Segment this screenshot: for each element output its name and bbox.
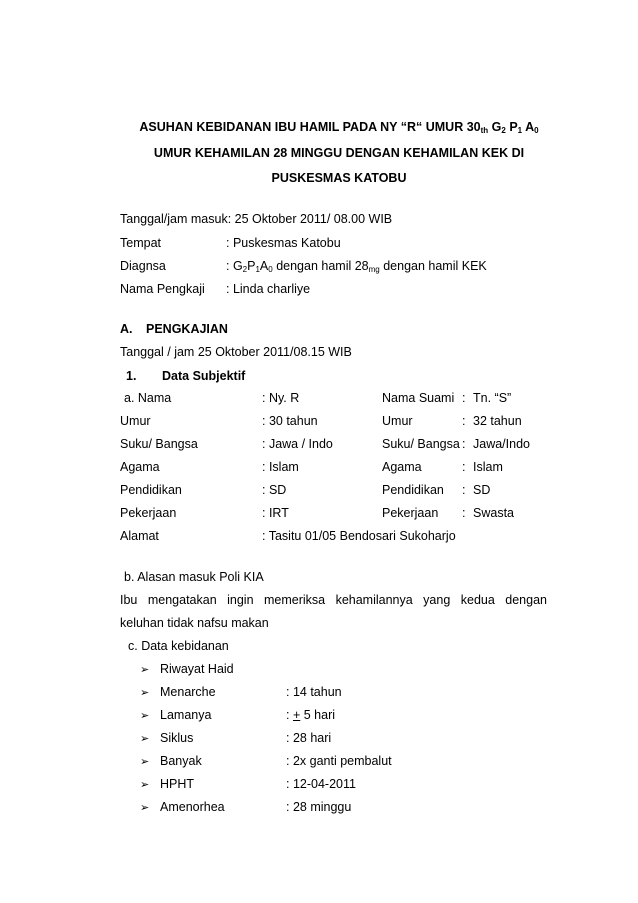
list-item-value: : 28 minggu <box>286 800 352 814</box>
alamat-label: Alamat <box>120 529 159 543</box>
identity-value-left: : Ny. R <box>262 391 300 405</box>
arrowhead-bullet-icon: ➢ <box>140 664 150 676</box>
identity-label-left: Pendidikan <box>120 483 182 497</box>
title-line-1: ASUHAN KEBIDANAN IBU HAMIL PADA NY “R“ UMUR $30_{th}$ $G_2$ $P_1$ $A_0$ <box>139 120 539 135</box>
kebidanan-heading: c. Data kebidanan <box>128 639 229 653</box>
identity-colon-right: : <box>462 506 466 520</box>
identity-label-right: Suku/ Bangsa <box>382 437 460 451</box>
list-item-value: : 2x ganti pembalut <box>286 754 392 768</box>
list-item-label: Banyak <box>160 754 202 768</box>
identity-label-left: Agama <box>120 460 160 474</box>
title-line-2: UMUR KEHAMILAN 28 MINGGU DENGAN KEHAMILAN KEK DI <box>153 146 525 160</box>
title-line-3: PUSKESMAS KATOBU <box>271 171 407 185</box>
diagnosa-label: Diagnsa <box>120 259 166 273</box>
list-item-value: : 14 tahun <box>286 685 342 699</box>
arrowhead-bullet-icon: ➢ <box>140 733 150 745</box>
alamat-value: : Tasitu 01/05 Bendosari Sukoharjo <box>262 529 456 543</box>
identity-colon-right: : <box>462 437 466 451</box>
identity-value-right: SD <box>473 483 491 497</box>
arrowhead-bullet-icon: ➢ <box>140 710 150 722</box>
pengkaji-label: Nama Pengkaji <box>120 282 205 296</box>
identity-colon-right: : <box>462 414 466 428</box>
subsection-1-heading: Data Subjektif <box>162 369 246 383</box>
pengkaji-value: : Linda charliye <box>226 282 311 296</box>
identity-label-right: Nama Suami <box>382 391 455 405</box>
section-a-number: A. <box>120 322 133 336</box>
list-item-label: Riwayat Haid <box>160 662 234 676</box>
identity-label-right: Pendidikan <box>382 483 444 497</box>
identity-value-right: Jawa/Indo <box>473 437 530 451</box>
identity-label-right: Pekerjaan <box>382 506 439 520</box>
list-item-label: Menarche <box>160 685 216 699</box>
identity-colon-right: : <box>462 460 466 474</box>
identity-value-left: : Jawa / Indo <box>262 437 333 451</box>
identity-value-left: : Islam <box>262 460 299 474</box>
list-item-label: HPHT <box>160 777 195 791</box>
identity-label-right: Umur <box>382 414 413 428</box>
list-item-label: Lamanya <box>160 708 212 722</box>
identity-value-right: Tn. “S” <box>473 391 512 405</box>
arrowhead-bullet-icon: ➢ <box>140 687 150 699</box>
tempat-value: : Puskesmas Katobu <box>226 236 341 250</box>
identity-value-right: 32 tahun <box>473 414 522 428</box>
identity-label-left: Pekerjaan <box>120 506 177 520</box>
alasan-text-line-1: Ibu mengatakan ingin memeriksa kehamilannya yang kedua dengan <box>120 593 547 607</box>
subsection-1-number: 1. <box>126 369 137 383</box>
diagnosa-value: : $G_2P_1A_0$ dengan hamil $28_{mg}$ dengan hamil KEK <box>226 259 487 274</box>
identity-label-left: a. Nama <box>124 391 172 405</box>
identity-colon-right: : <box>462 391 466 405</box>
identity-value-right: Islam <box>473 460 503 474</box>
list-item-label: Amenorhea <box>160 800 225 814</box>
list-item-value: : + 5 hari <box>286 708 336 722</box>
arrowhead-bullet-icon: ➢ <box>140 756 150 768</box>
identity-value-right: Swasta <box>473 506 514 520</box>
arrowhead-bullet-icon: ➢ <box>140 802 150 814</box>
tempat-label: Tempat <box>120 236 161 250</box>
identity-value-left: : IRT <box>262 506 289 520</box>
section-a-heading: PENGKAJIAN <box>146 322 228 336</box>
alasan-heading: b. Alasan masuk Poli KIA <box>124 570 264 584</box>
identity-value-left: : SD <box>262 483 287 497</box>
identity-value-left: : 30 tahun <box>262 414 318 428</box>
identity-label-left: Umur <box>120 414 151 428</box>
alasan-text-line-2: keluhan tidak nafsu makan <box>120 616 269 630</box>
arrowhead-bullet-icon: ➢ <box>140 779 150 791</box>
list-item-value: : 28 hari <box>286 731 332 745</box>
list-item-label: Siklus <box>160 731 194 745</box>
list-item-value: : 12-04-2011 <box>286 777 356 791</box>
identity-label-left: Suku/ Bangsa <box>120 437 198 451</box>
identity-colon-right: : <box>462 483 466 497</box>
identity-label-right: Agama <box>382 460 422 474</box>
pengkajian-tanggal: Tanggal / jam 25 Oktober 2011/08.15 WIB <box>120 345 352 359</box>
tanggal-masuk: Tanggal/jam masuk: 25 Oktober 2011/ 08.00 WIB <box>120 212 393 226</box>
